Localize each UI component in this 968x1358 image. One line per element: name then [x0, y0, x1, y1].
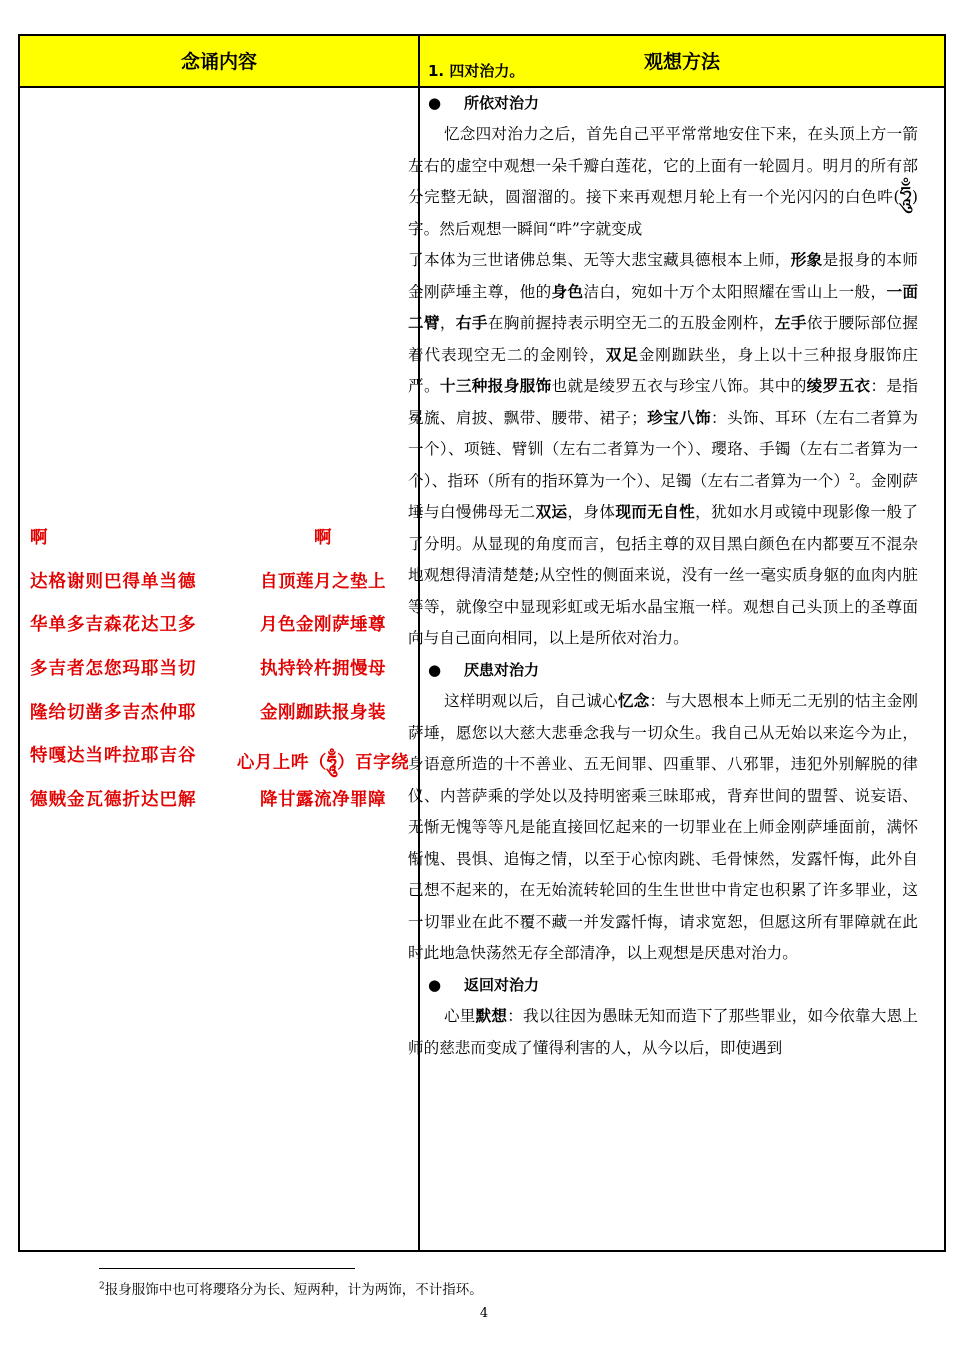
chant-line — [30, 742, 416, 786]
chant-line — [30, 524, 416, 568]
bullet-icon: ● — [428, 660, 442, 679]
mantra-text: 隆给切凿多吉杰仲耶 — [30, 702, 197, 723]
mantra-text: 德贼金瓦德折达巴解 — [30, 790, 197, 811]
subheading-resolve-power: ● 返回对治力 — [408, 970, 918, 1002]
bullet-icon: ● — [428, 975, 442, 994]
mantra-meaning: 金刚跏趺报身装 — [260, 702, 386, 723]
mantra-text: 特嘎达当吽拉耶吉谷 — [30, 746, 197, 767]
mantra-meaning: 执持铃杵拥慢母 — [260, 659, 386, 680]
chant-line — [30, 699, 416, 743]
footnote-text: 报身服饰中也可将瓔珞分为长、短两种，计为两饰，不计指环。 — [104, 1282, 483, 1298]
page-number: 4 — [479, 1306, 489, 1321]
header-chant-content: 念诵内容 — [180, 51, 257, 73]
section-title: 1. 四对治力。 — [428, 62, 525, 80]
mantra-text: 啊 — [30, 528, 49, 548]
subheading-regret-power: ● 厌患对治力 — [408, 655, 918, 687]
header-visualization-method: 观想方法 — [643, 51, 720, 73]
subheading-support-power: ● 所依对治力 — [408, 88, 918, 120]
mantra-meaning: 心月上吽（ཧཱུྃ）百字绕 — [236, 753, 410, 774]
paragraph-support-intro: 忆念四对治力之后，首先自己平平常常地安住下来，在头顶上方一箭左右的虚空中观想一朵千瓣白莲花，它的上面有一轮圆月。明月的所有部分完整无缺，圆溜溜的。接下来再观想月轮上有一个光闪闪的白色吽(ཧཱུྃ)字。然后观想一瞬间“吽”字就变成 — [408, 125, 918, 238]
mantra-text: 华单多吉森花达卫多 — [30, 615, 197, 636]
bullet-icon: ● — [428, 93, 442, 112]
chant-line — [30, 786, 416, 830]
mantra-meaning: 啊 — [314, 528, 332, 548]
mantra-meaning: 降甘露流净罪障 — [260, 790, 386, 811]
chant-column — [30, 524, 416, 830]
hum-syllable-icon: ཧཱུྃ — [899, 183, 912, 208]
mantra-text: 达格谢则巴得单当德 — [30, 571, 197, 592]
paragraph-regret: 这样明观以后，自己诚心忆念：与大恩根本上师无二无别的怙主金刚萨埵，愿您以大慈大悲垂念我与一切众生。我自己从无始以来迄今为止，身语意所造的十不善业、五无间罪、四重罪、八邪罪，违犯外别解脱的律仪、内菩萨乘的学处以及持明密乘三昧耶戒，背弃世间的盟誓、说妄语、无惭无愧等等凡是能直接回忆起来的一切罪业在上师金刚萨埵面前，满怀惭愧、畏惧、追悔之情，以至于心惊肉跳、毛骨悚然，发露忏悔，此外自己想不起来的，在无始流转轮回的生生世世中肯定也积累了许多罪业，这一切罪业在此不覆不藏一并发露忏悔，请求宽恕，但愿这所有罪障就在此时此地急快荡然无存全部清净，以上观想是厌患对治力。 — [408, 692, 918, 962]
footnote — [99, 1278, 483, 1298]
paragraph-vajrasattva: 了本体为三世诸佛总集、无等大悲宝藏具德根本上师，形象是报身的本师金刚萨埵主尊，他的身色洁白，宛如十万个太阳照耀在雪山上一般，一面二臂，右手在胸前握持表示明空无二的五股金刚杵，左手依于腰际部位握着代表现空无二的金刚铃，双足金刚跏趺坐，身上以十三种报身服饰庄严。十三种报身服饰也就是绫罗五衣与珍宝八饰。其中的绫罗五衣：是指冕旒、肩披、飘带、腰带、裙子；珍宝八饰：头饰、耳环（左右二者算为一个）、项链、臂钏（左右二者算为一个）、瓔珞、手镯（左右二者算为一个）、指环（所有的指环算为一个）、足镯（左右二者算为一个）$^2$。金刚萨埵与白慢佛母无二双运，身体现而无自性，犹如水月或镜中现影像一般了了分明。从显现的角度而言，包括主尊的双目黑白颜色在内都要互不混杂地观想得清清楚楚;从空性的侧面来说，没有一丝一毫实质身躯的血肉内脏等等，就像空中显现彩虹或无垢水晶宝瓶一样。观想自己头顶上的圣尊面向与自己面向相同，以上是所依对治力。 — [408, 251, 918, 647]
mantra-meaning: 月色金刚萨埵尊 — [260, 615, 386, 636]
footnote-mark: 2 — [99, 1281, 105, 1292]
visualization-column — [408, 56, 918, 1064]
footnote-divider — [99, 1268, 355, 1269]
mantra-meaning: 自顶莲月之垫上 — [260, 571, 386, 592]
chant-line — [30, 655, 416, 699]
chant-line — [30, 611, 416, 655]
chant-line — [30, 568, 416, 612]
mantra-text: 多吉者怎您玛耶当切 — [30, 659, 197, 680]
footnote-reference[interactable]: 2 — [849, 472, 855, 483]
paragraph-resolve: 心里默想：我以往因为愚昧无知而造下了那些罪业，如今依靠大恩上师的慈悲而变成了懂得利害的人，从今以后，即使遇到 — [408, 1007, 918, 1057]
